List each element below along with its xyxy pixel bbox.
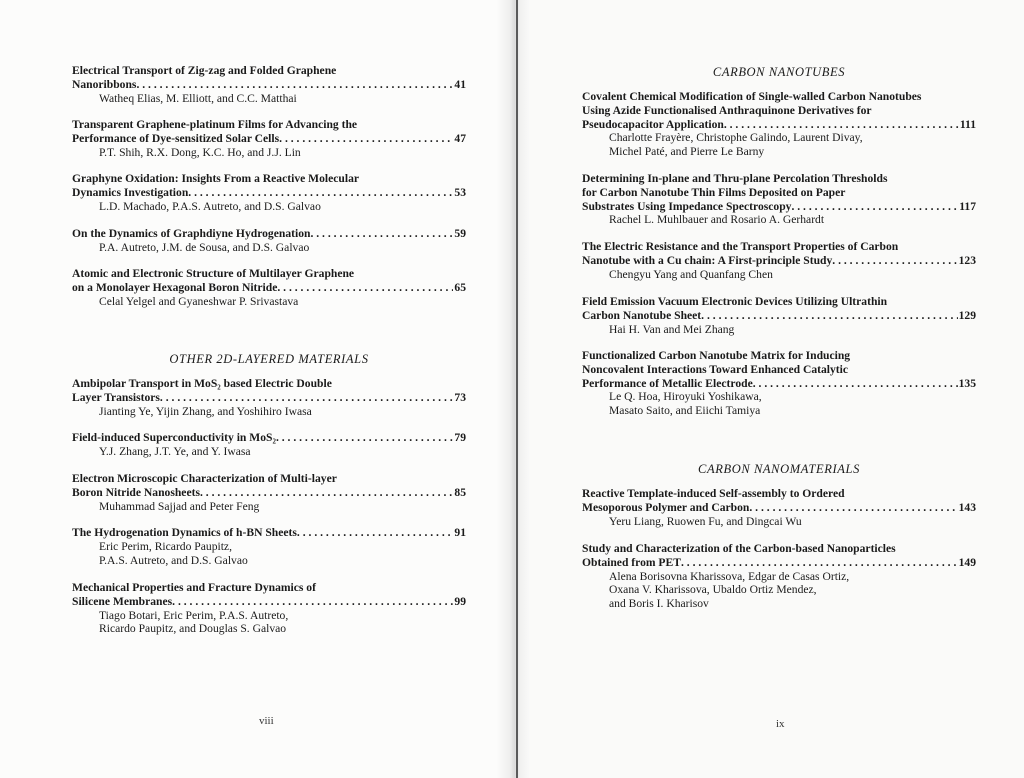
- page-number-right: ix: [776, 718, 785, 730]
- entry-title-last-line: [72, 78, 466, 92]
- section-heading-carbon-nanomaterials: CARBON NANOMATERIALS: [698, 462, 860, 476]
- toc-entry: [72, 172, 466, 213]
- entry-title-text: Nanoribbons: [72, 77, 137, 91]
- entry-title-line: Covalent Chemical Modification of Single-walled Carbon Nanotubes: [582, 90, 922, 103]
- entry-authors-line: Michel Paté, and Pierre Le Barny: [609, 145, 765, 159]
- toc-entry: [582, 172, 976, 227]
- entry-page-number: 149: [958, 555, 976, 569]
- entry-title-text: Pseudocapacitor Application: [582, 117, 724, 131]
- entry-title-text: Boron Nitride Nanosheets: [72, 485, 200, 499]
- entry-authors-line: P.T. Shih, R.X. Dong, K.C. Ho, and J.J. Lin: [99, 145, 301, 159]
- dot-leader: [136, 78, 453, 92]
- entry-title-line: Noncovalent Interactions Toward Enhanced Catalytic: [582, 362, 849, 376]
- dot-leader: [681, 556, 958, 570]
- entry-title-line: Electrical Transport of Zig-zag and Folded Graphene: [72, 64, 337, 77]
- entry-page-number: 47: [454, 131, 466, 145]
- entry-title-text: The Hydrogenation Dynamics of h-BN Sheets: [72, 526, 297, 539]
- entry-title-line: Graphyne Oxidation: Insights From a Reactive Molecular: [72, 172, 360, 185]
- entry-title-last-line: [72, 391, 466, 405]
- entry-authors-line: Chengyu Yang and Quanfang Chen: [609, 267, 773, 281]
- entry-title-last-line: [582, 200, 976, 214]
- toc-entry: [72, 472, 466, 513]
- entry-title-last-line: [72, 595, 466, 609]
- entry-authors-line: P.A.S. Autreto, and D.S. Galvao: [99, 553, 248, 567]
- entry-page-number: 91: [454, 526, 466, 539]
- dot-leader: [188, 186, 453, 200]
- entry-title-last-line: [582, 556, 976, 570]
- entry-authors-line: Hai H. Van and Mei Zhang: [609, 322, 735, 336]
- entry-title-text: Dynamics Investigation: [72, 185, 189, 199]
- entry-title-line: Mechanical Properties and Fracture Dynamics of: [72, 581, 316, 594]
- book-gutter-shadow: [496, 0, 530, 778]
- entry-title-text: on a Monolayer Hexagonal Boron Nitride: [72, 280, 278, 294]
- entry-authors-line: P.A. Autreto, J.M. de Sousa, and D.S. Galvao: [99, 240, 310, 254]
- dot-leader: [832, 254, 957, 268]
- entry-title-text: Obtained from PET: [582, 555, 681, 569]
- entry-title-last-line: [72, 281, 466, 295]
- entry-authors-line: Eric Perim, Ricardo Paupitz,: [99, 539, 232, 553]
- entry-title-line: Study and Characterization of the Carbon-based Nanoparticles: [582, 542, 896, 555]
- entry-authors-line: Rachel L. Muhlbauer and Rosario A. Gerhardt: [609, 213, 825, 227]
- entry-title-line: Transparent Graphene-platinum Films for Advancing the: [72, 118, 358, 131]
- dot-leader: [200, 486, 453, 500]
- dot-leader: [279, 132, 453, 146]
- entry-authors-line: Masato Saito, and Eiichi Tamiya: [609, 404, 761, 418]
- section-heading-carbon-nanotubes: CARBON NANOTUBES: [712, 65, 846, 79]
- entry-title-last-line: [582, 254, 976, 268]
- entry-page-number: 117: [959, 199, 976, 213]
- entry-title-line: Reactive Template-induced Self-assembly to Ordered: [582, 487, 845, 500]
- dot-leader: [753, 377, 958, 391]
- entry-title-text: Carbon Nanotube Sheet: [582, 308, 702, 322]
- toc-entry: [72, 267, 466, 308]
- entry-title-text: On the Dynamics of Graphdiyne Hydrogenation: [72, 227, 311, 240]
- entry-authors-line: Ricardo Paupitz, and Douglas S. Galvao: [99, 622, 287, 636]
- entry-title-line: Electron Microscopic Characterization of Multi-layer: [72, 472, 337, 485]
- entry-authors-line: Charlotte Frayère, Christophe Galindo, Laurent Divay,: [609, 131, 863, 145]
- toc-entry: [72, 581, 466, 636]
- entry-title-line: Field Emission Vacuum Electronic Devices Utilizing Ultrathin: [582, 295, 888, 308]
- entry-title-last-line: [582, 118, 976, 132]
- dot-leader: [172, 595, 453, 609]
- toc-entry: [72, 64, 466, 105]
- entry-title-last-line: [582, 309, 976, 323]
- entry-page-number: 111: [959, 117, 976, 131]
- toc-entry: [582, 349, 976, 418]
- entry-title-text: Nanotube with a Cu chain: A First-principle Study: [582, 253, 833, 267]
- entry-title-last-line: [72, 526, 466, 540]
- entry-page-number: 79: [454, 431, 466, 444]
- entry-authors-line: and Boris I. Kharisov: [609, 597, 709, 611]
- entry-title-text: Substrates Using Impedance Spectroscopy: [582, 199, 792, 213]
- toc-entry: [582, 487, 976, 528]
- entry-authors-line: Alena Borisovna Kharissova, Edgar de Casas Ortiz,: [609, 569, 850, 583]
- entry-title-line: The Electric Resistance and the Transport Properties of Carbon: [582, 240, 899, 253]
- entry-title-last-line: [72, 431, 466, 445]
- entry-authors-line: L.D. Machado, P.A.S. Autreto, and D.S. Galvao: [99, 199, 321, 213]
- entry-page-number: 129: [958, 308, 976, 322]
- entry-page-number: 73: [454, 390, 466, 404]
- dot-leader: [791, 200, 958, 214]
- entry-title-line: Functionalized Carbon Nanotube Matrix for Inducing: [582, 349, 851, 362]
- book-gutter-line: [516, 0, 518, 778]
- entry-page-number: 123: [958, 253, 976, 267]
- toc-entry: [72, 377, 466, 418]
- toc-entry: [72, 431, 466, 459]
- entry-authors-line: Le Q. Hoa, Hiroyuki Yoshikawa,: [609, 390, 762, 404]
- dot-leader: [277, 281, 453, 295]
- dot-leader: [724, 118, 959, 132]
- dot-leader: [297, 526, 453, 540]
- entry-page-number: 53: [454, 185, 466, 199]
- entry-page-number: 41: [454, 77, 466, 91]
- dot-leader: [701, 309, 957, 323]
- entry-title-last-line: [72, 486, 466, 500]
- entry-authors-line: Jianting Ye, Yijin Zhang, and Yoshihiro Iwasa: [99, 404, 312, 418]
- toc-entry: [582, 240, 976, 281]
- entry-title-last-line: [72, 186, 466, 200]
- dot-leader: [276, 431, 453, 445]
- entry-authors-line: Yeru Liang, Ruowen Fu, and Dingcai Wu: [609, 514, 802, 528]
- entry-title-line: Determining In-plane and Thru-plane Percolation Thresholds: [582, 172, 888, 185]
- entry-page-number: 99: [454, 594, 466, 608]
- entry-authors-line: Y.J. Zhang, J.T. Ye, and Y. Iwasa: [99, 444, 251, 458]
- toc-entry: [582, 90, 976, 159]
- toc-entry: [582, 542, 976, 611]
- entry-title-line: for Carbon Nanotube Thin Films Deposited on Paper: [582, 185, 846, 199]
- entry-title-line: Atomic and Electronic Structure of Multilayer Graphene: [72, 267, 355, 280]
- entry-title-text: Field-induced Superconductivity in MoS₂: [72, 431, 276, 444]
- entry-title-last-line: [582, 501, 976, 515]
- entry-title-text: Layer Transistors: [72, 390, 160, 404]
- entry-authors-line: Tiago Botari, Eric Perim, P.A.S. Autreto,: [99, 608, 289, 622]
- entry-title-line: Ambipolar Transport in MoS₂ based Electric Double: [72, 377, 332, 390]
- entry-page-number: 59: [454, 227, 466, 240]
- entry-title-text: Performance of Dye-sensitized Solar Cells: [72, 131, 280, 145]
- entry-page-number: 135: [958, 376, 976, 390]
- entry-page-number: 143: [958, 500, 976, 514]
- dot-leader: [160, 391, 453, 405]
- entry-title-text: Performance of Metallic Electrode: [582, 376, 753, 390]
- entry-title-text: Silicene Membranes: [72, 594, 173, 608]
- entry-title-line: Using Azide Functionalised Anthraquinone Derivatives for: [582, 103, 872, 117]
- toc-entry: [72, 118, 466, 159]
- page-number-left: viii: [259, 715, 274, 727]
- entry-authors-line: Watheq Elias, M. Elliott, and C.C. Matthai: [99, 91, 297, 105]
- entry-title-last-line: [72, 132, 466, 146]
- dot-leader: [749, 501, 957, 515]
- entry-authors-line: Muhammad Sajjad and Peter Feng: [99, 499, 260, 513]
- entry-title-text: Mesoporous Polymer and Carbon: [582, 500, 750, 514]
- entry-title-last-line: [582, 377, 976, 391]
- toc-entry: [72, 227, 466, 255]
- entry-page-number: 65: [454, 280, 466, 294]
- dot-leader: [310, 227, 453, 241]
- entry-authors-line: Oxana V. Kharissova, Ubaldo Ortiz Mendez,: [609, 583, 817, 597]
- toc-entry: [72, 526, 466, 567]
- entry-title-last-line: [72, 227, 466, 241]
- toc-entry: [582, 295, 976, 336]
- entry-page-number: 85: [454, 485, 466, 499]
- section-heading-other-2d: OTHER 2D-LAYERED MATERIALS: [169, 352, 369, 366]
- entry-authors-line: Celal Yelgel and Gyaneshwar P. Srivastava: [99, 294, 299, 308]
